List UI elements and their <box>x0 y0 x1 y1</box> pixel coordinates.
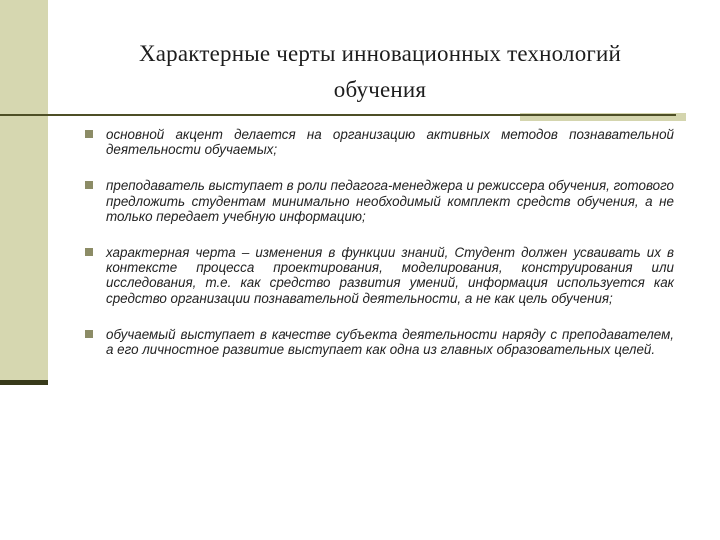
slide-title: Характерные черты инновационных технологий обучения <box>138 41 622 102</box>
list-item <box>84 327 674 357</box>
list-item <box>84 245 674 306</box>
bullet-text: обучаемый выступает в качестве субъекта деятельности наряду с преподавателем, а его личностное развитие выступает как одна из главных образовательных целей. <box>106 326 674 358</box>
bullet-text: характерная черта – изменения в функции знаний, Студент должен усваивать их в контексте процесса проектирования, моделирования, конструирования или исследования, т.е. как средство развития умений, информация используется как средство организации познавательной деятельности, а не как цель обучения; <box>106 245 674 306</box>
bullet-text: преподаватель выступает в роли педагога-менеджера и режиссера обучения, готового предложить студентам минимально необходимый комплект средств обучения, а не только передает учебную информацию; <box>106 178 674 224</box>
bullet-list <box>84 127 674 378</box>
square-bullet-icon <box>85 248 93 256</box>
square-bullet-icon <box>85 330 93 338</box>
bullet-text: основной акцент делается на организацию активных методов познавательной деятельности обучаемых; <box>106 127 674 158</box>
list-item <box>84 178 674 224</box>
left-accent-bar-edge <box>0 380 48 385</box>
left-accent-bar <box>0 0 48 384</box>
square-bullet-icon <box>85 181 93 189</box>
square-bullet-icon <box>85 130 93 138</box>
list-item <box>84 127 674 157</box>
title-divider <box>0 114 676 116</box>
